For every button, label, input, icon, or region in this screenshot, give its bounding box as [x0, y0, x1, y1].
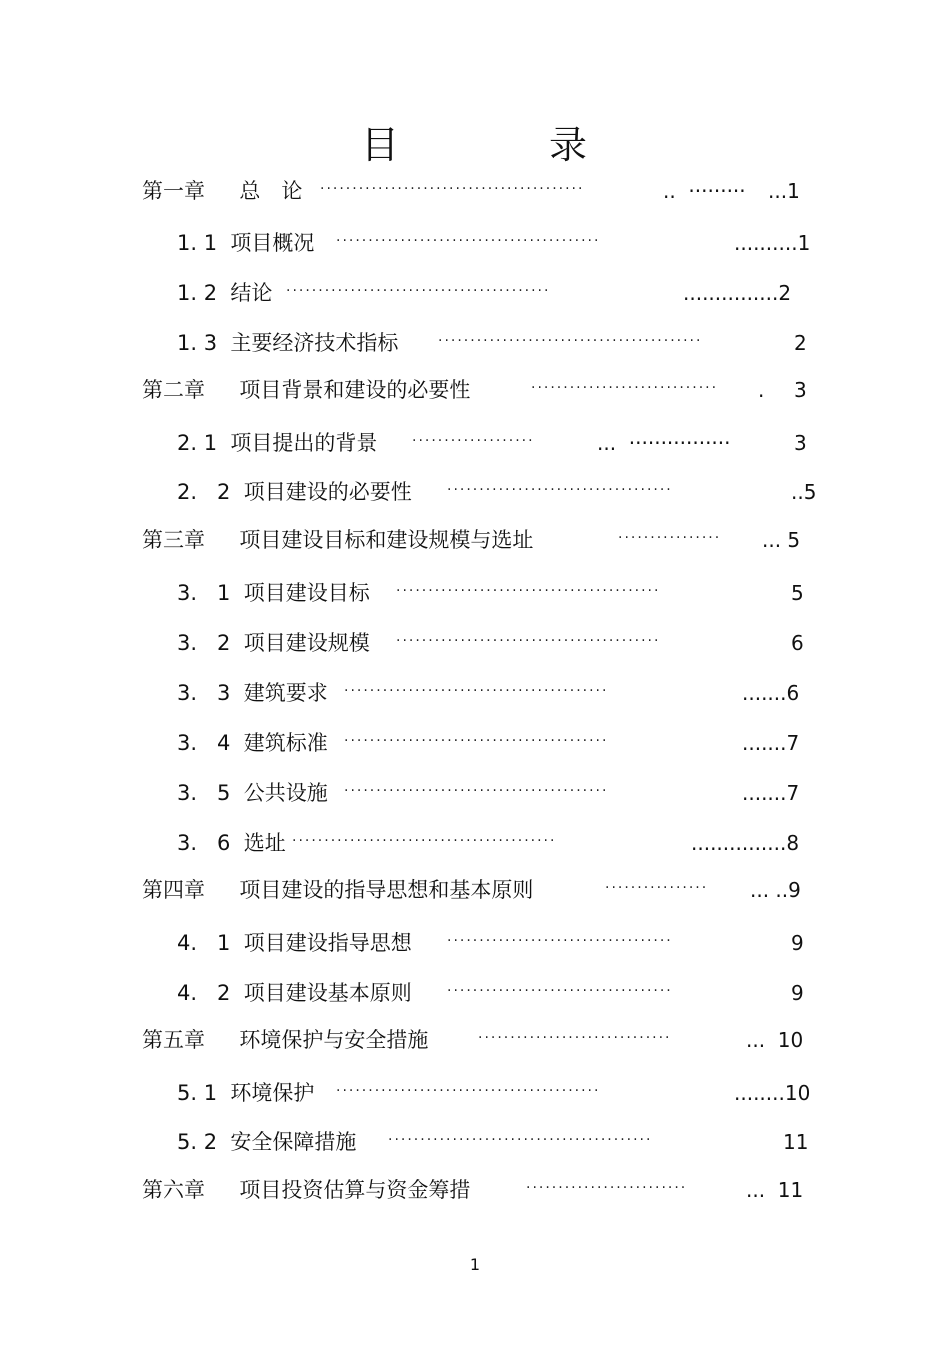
toc-leader-dots: ···················: [412, 433, 535, 449]
toc-leader-dots: ·········································: [336, 1083, 601, 1099]
toc-entry-label: 3. 1 项目建设目标: [177, 581, 370, 605]
toc-page-number: 6: [791, 631, 804, 655]
toc-entry-label: 4. 1 项目建设指导思想: [177, 931, 412, 955]
toc-title: [0, 120, 950, 170]
toc-leader-dots: ·········································: [388, 1132, 653, 1148]
toc-leader-dots: ·········································: [344, 733, 609, 749]
toc-page-number: 5: [791, 581, 804, 605]
toc-page-number: 3: [794, 378, 807, 402]
toc-page-number: ... ..9: [750, 878, 801, 902]
toc-entry-label: 5. 2 安全保障措施: [177, 1130, 357, 1154]
toc-entry-label: 4. 2 项目建设基本原则: [177, 981, 412, 1005]
toc-entry-section-3-1[interactable]: [0, 578, 950, 608]
toc-entry-chapter-6[interactable]: [0, 1175, 950, 1205]
toc-leader-dots: ···································: [447, 983, 673, 999]
toc-page-number: ..5: [791, 480, 817, 504]
toc-title-right: 录: [549, 123, 588, 167]
toc-page-number: 2: [794, 331, 807, 355]
toc-entry-label: 3. 6 选址: [177, 831, 286, 855]
toc-entry-section-2-1[interactable]: [0, 428, 950, 458]
toc-page-number: 3: [794, 431, 807, 455]
toc-entry-section-1-1[interactable]: [0, 228, 950, 258]
toc-leader-dots: ·········································: [396, 583, 661, 599]
toc-entry-label: 第六章 项目投资估算与资金筹措: [142, 1178, 471, 1202]
toc-page-number: 9: [791, 981, 804, 1005]
toc-entry-tail: .. ·········: [663, 179, 746, 203]
toc-leader-dots: ·························: [526, 1180, 688, 1196]
toc-leader-dots: ·········································: [344, 783, 609, 799]
toc-entry-section-3-6[interactable]: [0, 828, 950, 858]
toc-entry-label: 第二章 项目背景和建设的必要性: [142, 378, 471, 402]
toc-leader-dots: ···································: [447, 482, 673, 498]
toc-leader-dots: ················: [618, 530, 722, 546]
toc-leader-dots: ················: [605, 880, 709, 896]
toc-leader-dots: ·········································: [344, 683, 609, 699]
toc-leader-dots: ·········································: [320, 181, 585, 197]
toc-entry-label: 2. 2 项目建设的必要性: [177, 480, 412, 504]
toc-page-number: ... 10: [746, 1028, 804, 1052]
toc-leader-dots: ·····························: [531, 380, 719, 396]
toc-entry-label: 第四章 项目建设的指导思想和基本原则: [142, 878, 534, 902]
toc-page-number: .......6: [742, 681, 800, 705]
toc-entry-section-1-3[interactable]: [0, 328, 950, 358]
toc-page-number: ........10: [734, 1081, 811, 1105]
page-footer-number: 1: [469, 1255, 481, 1274]
toc-leader-dots: ······························: [478, 1030, 672, 1046]
toc-entry-chapter-5[interactable]: [0, 1025, 950, 1055]
toc-entry-label: 第三章 项目建设目标和建设规模与选址: [142, 528, 534, 552]
toc-entry-label: 3. 2 项目建设规模: [177, 631, 370, 655]
toc-entry-chapter-2[interactable]: [0, 375, 950, 405]
toc-entry-section-2-2[interactable]: [0, 477, 950, 507]
toc-page-number: ...............2: [683, 281, 792, 305]
toc-entry-chapter-3[interactable]: [0, 525, 950, 555]
toc-entry-label: 1. 3 主要经济技术指标: [177, 331, 399, 355]
toc-entry-label: 2. 1 项目提出的背景: [177, 431, 378, 455]
toc-entry-label: 5. 1 环境保护: [177, 1081, 315, 1105]
toc-entry-section-5-2[interactable]: [0, 1127, 950, 1157]
toc-page-number: ... 5: [762, 528, 801, 552]
toc-entry-tail: ... ················: [597, 431, 731, 455]
toc-entry-section-3-2[interactable]: [0, 628, 950, 658]
toc-page-number: .......7: [742, 781, 800, 805]
toc-leader-dots: ·········································: [438, 333, 703, 349]
toc-entry-label: 第一章 总 论: [142, 179, 303, 203]
toc-page-number: .......7: [742, 731, 800, 755]
toc-title-left: 目: [361, 123, 400, 167]
toc-entry-label: 3. 3 建筑要求: [177, 681, 328, 705]
toc-entry-label: 第五章 环境保护与安全措施: [142, 1028, 429, 1052]
toc-entry-section-3-5[interactable]: [0, 778, 950, 808]
toc-page-number: ...1: [768, 179, 800, 203]
toc-entry-chapter-1[interactable]: [0, 176, 950, 206]
toc-page-number: ...............8: [691, 831, 800, 855]
toc-entry-section-1-2[interactable]: [0, 278, 950, 308]
toc-leader-dots: ·········································: [336, 233, 601, 249]
toc-page-number: 11: [783, 1130, 809, 1154]
toc-entry-label: 1. 1 项目概况: [177, 231, 315, 255]
toc-entry-chapter-4[interactable]: [0, 875, 950, 905]
toc-entry-section-4-1[interactable]: [0, 928, 950, 958]
toc-entry-section-3-3[interactable]: [0, 678, 950, 708]
toc-leader-dots: ·········································: [396, 633, 661, 649]
toc-entry-label: 3. 4 建筑标准: [177, 731, 328, 755]
toc-page-number: ..........1: [734, 231, 811, 255]
toc-entry-label: 1. 2 结论: [177, 281, 273, 305]
toc-entry-label: 3. 5 公共设施: [177, 781, 328, 805]
toc-entry-section-3-4[interactable]: [0, 728, 950, 758]
toc-page-number: 9: [791, 931, 804, 955]
toc-page-number: ... 11: [746, 1178, 804, 1202]
toc-entry-section-5-1[interactable]: [0, 1078, 950, 1108]
toc-leader-dots: ···································: [447, 933, 673, 949]
toc-entry-section-4-2[interactable]: [0, 978, 950, 1008]
toc-leader-dots: ·········································: [292, 833, 557, 849]
toc-entry-tail: .: [758, 378, 765, 402]
toc-leader-dots: ·········································: [286, 283, 551, 299]
